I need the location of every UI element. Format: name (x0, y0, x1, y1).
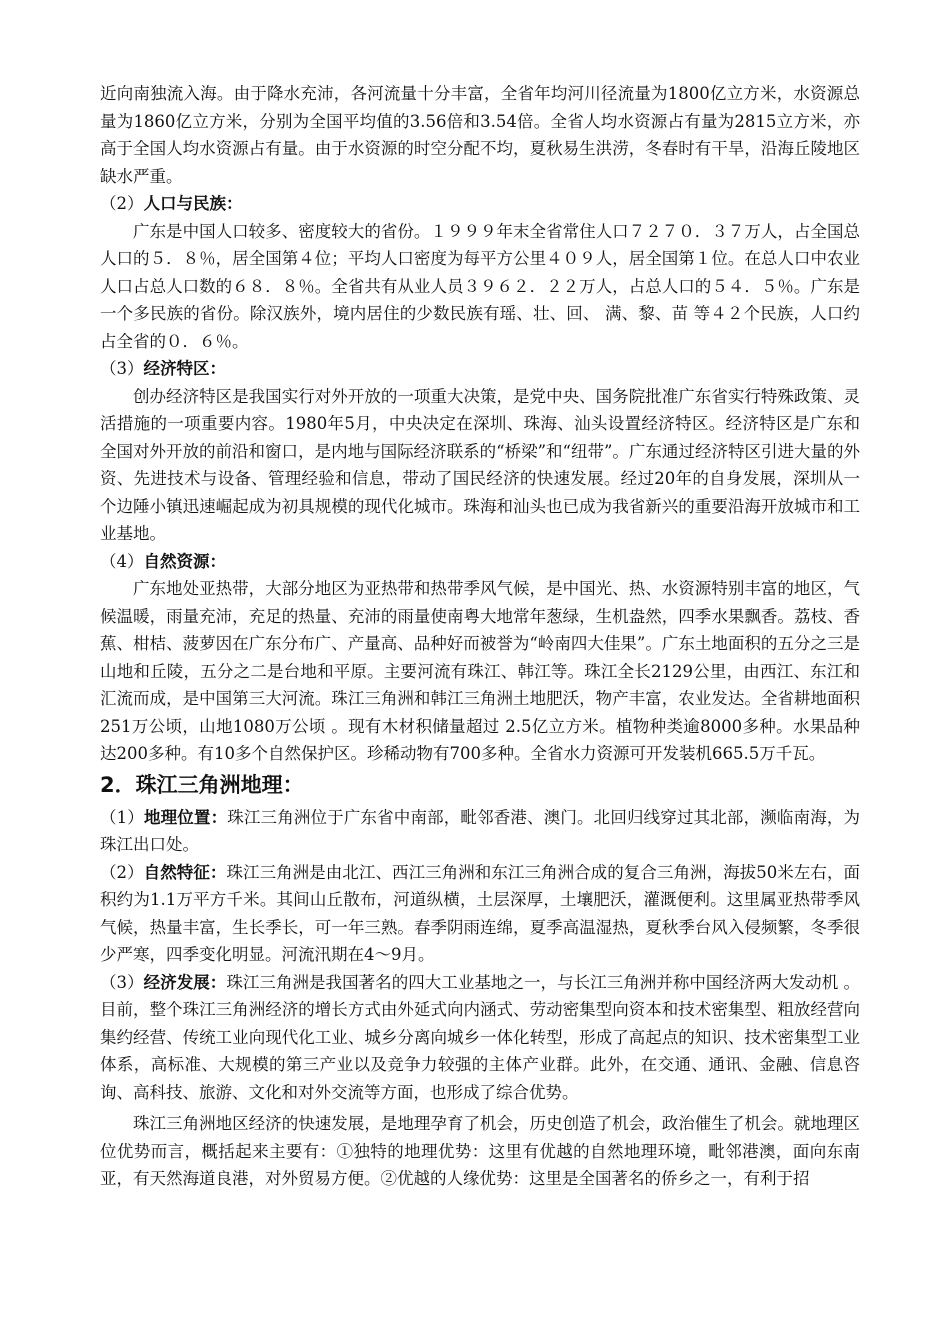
paragraph-special-economic-zones: 创办经济特区是我国实行对外开放的一项重大决策，是党中央、国务院批准广东省实行特殊政策、灵活措施的一项重要内容。1980年5月，中央决定在深圳、珠海、汕头设置经济特区。经济特区是广东和全国对外开放的前沿和窗口，是内地与国际经济联系的“桥梁”和“纽带”。广东通过经济特区引进大量的外资、先进技术与设备、管理经验和信息，带动了国民经济的快速发展。经过20年的自身发展，深圳从一个边陲小镇迅速崛起成为初具规模的现代化城市。珠海和汕头也已成为我省新兴的重要沿海开放城市和工业基地。 (100, 386, 860, 543)
document-page (100, 80, 860, 1193)
heading-special-economic-zones (100, 355, 860, 383)
heading-title: 自然资源： (143, 551, 226, 571)
heading-title: 自然特征： (143, 862, 227, 882)
heading-title: 地理位置： (143, 807, 228, 827)
heading-number: （3） (100, 359, 144, 378)
paragraph-geographic-location (100, 804, 860, 859)
paragraph-water-resources: 近向南独流入海。由于降水充沛，各河流量十分丰富，全省年均河川径流量为1800亿立方米，水资源总量为1860亿立方米，分别为全国平均值的3.56倍和3.54倍。全省人均水资源占有量为2815立方米，亦高于全国人均水资源占有量。由于水资源的时空分配不均，夏秋易生洪涝，冬春时有干旱，沿海丘陵地区缺水严重。 (100, 84, 860, 186)
heading-number: （2） (100, 862, 144, 882)
heading-title: 经济特区： (143, 359, 226, 378)
paragraph-economic-development (100, 969, 860, 1107)
inline-heading (100, 863, 226, 882)
heading-natural-resources (100, 548, 860, 576)
heading-number: （2） (100, 194, 144, 213)
paragraph-text: 珠江三角洲是由北江、西江三角洲和东江三角洲合成的复合三角洲，海拔50米左右，面积约为1.1万平方千米。其间山丘散布，河道纵横，土层深厚，土壤肥沃，灌溉便利。这里属亚热带季风气候，热量丰富，生长季长，可一年三熟。春季阴雨连绵，夏季高温湿热，夏秋季台风入侵频繁，冬季很少严寒，四季变化明显。河流汛期在4～9月。 (100, 862, 861, 964)
heading-title: 经济发展： (143, 972, 227, 992)
paragraph-natural-features (100, 859, 860, 969)
paragraph-text: 珠江三角洲是我国著名的四大工业基地之一，与长江三角洲并称中国经济两大发动机 。目前，整个珠江三角洲经济的增长方式由外延式向内涵式、劳动密集型向资本和技术密集型、粗放经营向集约经营、传统工业向现代化工业、城乡分离向城乡一体化转型，形成了高起点的知识、技术密集型工业体系，高标准、大规模的第三产业以及竞争力较强的主体产业群。此外，在交通、通讯、金融、信息咨询、高科技、旅游、文化和对外交流等方面，也形成了综合优势。 (100, 972, 861, 1102)
paragraph-economic-growth: 珠江三角洲地区经济的快速发展，是地理孕育了机会，历史创造了机会，政治催生了机会。就地理区位优势而言，概括起来主要有：①独特的地理优势：这里有优越的自然地理环境，毗邻港澳，面向东南亚，有天然海道良港，对外贸易方便。②优越的人缘优势：这里是全国著名的侨乡之一，有利于招 (100, 1114, 860, 1188)
paragraph-natural-resources: 广东地处亚热带，大部分地区为亚热带和热带季风气候，是中国光、热、水资源特别丰富的地区，气候温暖，雨量充沛，充足的热量、充沛的雨量使南粤大地常年葱绿，生机盎然，四季水果飘香。荔枝、香蕉、柑桔、菠萝因在广东分布广、产量高、品种好而被誉为“岭南四大佳果”。广东土地面积的五分之三是山地和丘陵，五分之二是台地和平原。主要河流有珠江、韩江等。珠江全长2129公里，由西江、东江和汇流而成，是中国第三大河流。珠江三角洲和韩江三角洲土地肥沃，物产丰富，农业发达。全省耕地面积251万公顷，山地1080万公顷 。现有木材积储量超过 2.5亿立方米。植物种类逾8000多种。水果品种达200多种。有10多个自然保护区。珍稀动物有700多种。全省水力资源可开发装机665.5万千瓦。 (100, 579, 860, 763)
paragraph-population: 广东是中国人口较多、密度较大的省份。１９９９年末全省常住人口７２７０．３７万人，占全国总人口的５．８％，居全国第４位；平均人口密度为每平方公里４０９人，居全国第１位。在总人口中农业人口占总人口数的６８．８％。全省共有从业人员３９６２．２２万人，占总人口的５４．５％。广东是一个多民族的省份。除汉族外，境内居住的少数民族有瑶、壮、回、 满、黎、苗 等４２个民族，人口约占全省的０．６％。 (100, 221, 860, 351)
inline-heading (100, 973, 226, 992)
heading-title: 人口与民族： (143, 194, 243, 213)
inline-heading (100, 808, 227, 827)
heading-number: （3） (100, 972, 144, 992)
paragraph-text: 珠江三角洲位于广东省中南部，毗邻香港、澳门。北回归线穿过其北部，濒临南海，为珠江出口处。 (100, 807, 861, 854)
heading-number: （1） (100, 807, 144, 827)
heading-population (100, 190, 860, 218)
heading-number: （4） (100, 551, 144, 571)
section-title-pearl-river-delta: 2．珠江三角洲地理： (100, 772, 304, 797)
